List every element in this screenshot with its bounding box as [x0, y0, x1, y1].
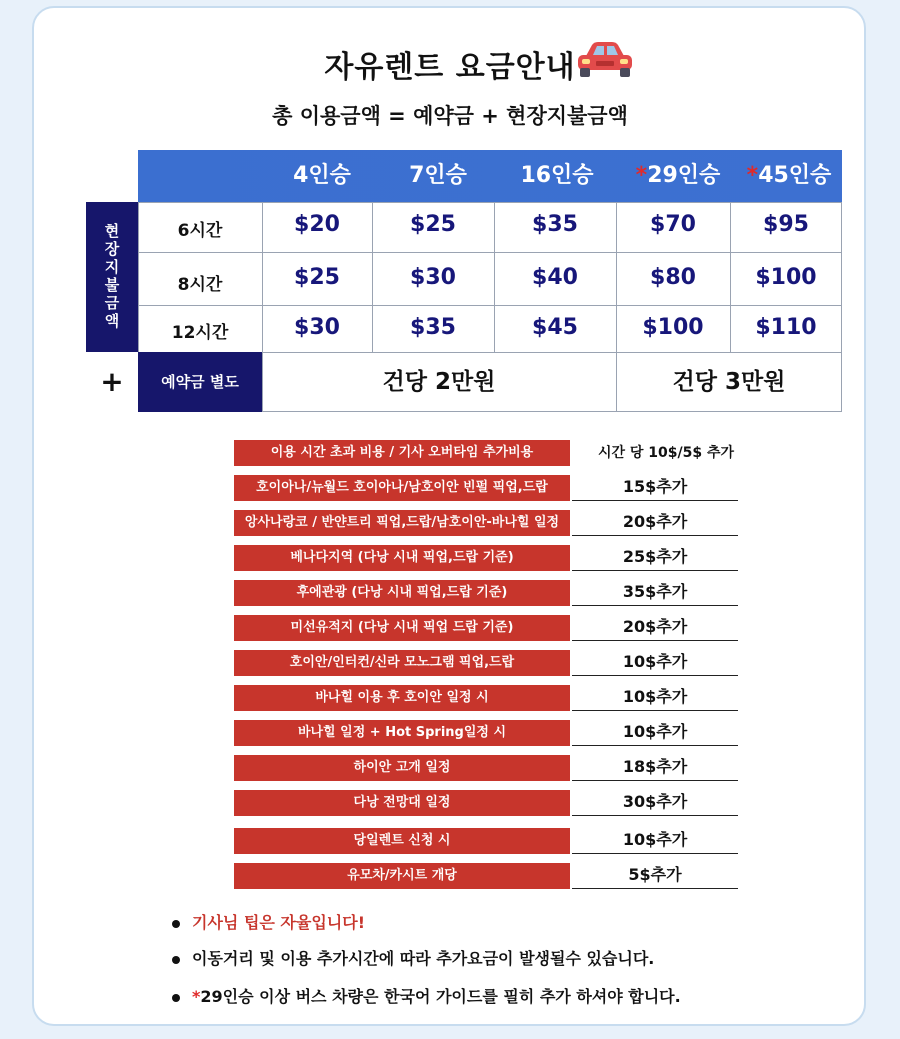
surcharge-item: 베나다지역 (다낭 시내 픽업,드랍 기준) [234, 545, 570, 571]
price-cell: $30 [410, 265, 456, 290]
surcharge-item: 이용 시간 초과 비용 / 기사 오버타임 추가비용 [234, 440, 570, 466]
surcharge-price: 10$추가 [572, 719, 738, 746]
price-cell: $95 [763, 212, 809, 237]
surcharge-item: 바나힐 일정 + Hot Spring일정 시 [234, 720, 570, 746]
price-cell: $20 [294, 212, 340, 237]
surcharge-item: 앙사나랑코 / 반얀트리 픽업,드랍/남호이안-바나힐 일정 [234, 510, 570, 536]
row-label: 12시간 [171, 323, 229, 343]
surcharge-price: 35$추가 [572, 579, 738, 606]
note-item: 기사님 팁은 자율입니다! [172, 910, 365, 933]
grid-line [138, 252, 842, 253]
surcharge-item: 하이안 고개 일정 [234, 755, 570, 781]
column-header: *29인승 [635, 163, 721, 188]
surcharge-item: 당일렌트 신청 시 [234, 828, 570, 854]
note-item: *29인승 이상 버스 차량은 한국어 가이드를 필히 추가 하셔야 합니다. [172, 984, 681, 1007]
deposit-small-vehicles: 건당 2만원 [382, 369, 496, 395]
column-header: *45인승 [746, 163, 832, 188]
bullet-icon [172, 920, 180, 928]
surcharge-item: 호이안/인터컨/신라 모노그램 픽업,드랍 [234, 650, 570, 676]
price-cell: $100 [755, 265, 817, 290]
surcharge-price: 20$추가 [572, 509, 738, 536]
surcharge-item: 바나힐 이용 후 호이안 일정 시 [234, 685, 570, 711]
deposit-large-vehicles: 건당 3만원 [672, 369, 786, 395]
surcharge-price: 15$추가 [572, 474, 738, 501]
side-label: 현장지불금액 [86, 202, 138, 352]
column-header: 4인승 [293, 163, 351, 188]
surcharge-price: 30$추가 [572, 789, 738, 816]
price-cell: $25 [294, 265, 340, 290]
price-cell: $100 [642, 315, 704, 340]
grid-line [138, 305, 842, 306]
surcharge-item: 다낭 전망대 일정 [234, 790, 570, 816]
deposit-label: 예약금 별도 [138, 352, 262, 412]
bullet-icon [172, 994, 180, 1002]
surcharge-item: 후에관광 (다낭 시내 픽업,드랍 기준) [234, 580, 570, 606]
price-cell: $110 [755, 315, 817, 340]
surcharge-price: 18$추가 [572, 754, 738, 781]
row-label: 6시간 [177, 221, 223, 241]
car-icon [574, 40, 636, 80]
price-cell: $80 [650, 265, 696, 290]
price-cell: $25 [410, 212, 456, 237]
surcharge-price: 25$추가 [572, 544, 738, 571]
note-item: 이동거리 및 이용 추가시간에 따라 추가요금이 발생될수 있습니다. [172, 946, 654, 969]
surcharge-price: 10$추가 [572, 827, 738, 854]
surcharge-item: 미선유적지 (다낭 시내 픽업 드랍 기준) [234, 615, 570, 641]
plus-sign: + [100, 365, 124, 398]
bullet-icon [172, 956, 180, 964]
column-header: 7인승 [409, 163, 467, 188]
page-subtitle: 총 이용금액 = 예약금 + 현장지불금액 [272, 104, 628, 128]
surcharge-price: 10$추가 [572, 684, 738, 711]
price-cell: $35 [410, 315, 456, 340]
row-label: 8시간 [177, 275, 223, 295]
price-cell: $30 [294, 315, 340, 340]
price-cell: $45 [532, 315, 578, 340]
page-title: 자유렌트 요금안내 [324, 50, 576, 85]
price-cell: $35 [532, 212, 578, 237]
column-header: 16인승 [520, 163, 594, 188]
surcharge-price: 10$추가 [572, 649, 738, 676]
price-cell: $70 [650, 212, 696, 237]
surcharge-price: 20$추가 [572, 614, 738, 641]
surcharge-item: 호이아나/뉴월드 호이아나/남호이안 빈펄 픽업,드랍 [234, 475, 570, 501]
surcharge-price: 시간 당 10$/5$ 추가 [597, 445, 735, 461]
surcharge-item: 유모차/카시트 개당 [234, 863, 570, 889]
price-cell: $40 [532, 265, 578, 290]
surcharge-price: 5$추가 [572, 862, 738, 889]
